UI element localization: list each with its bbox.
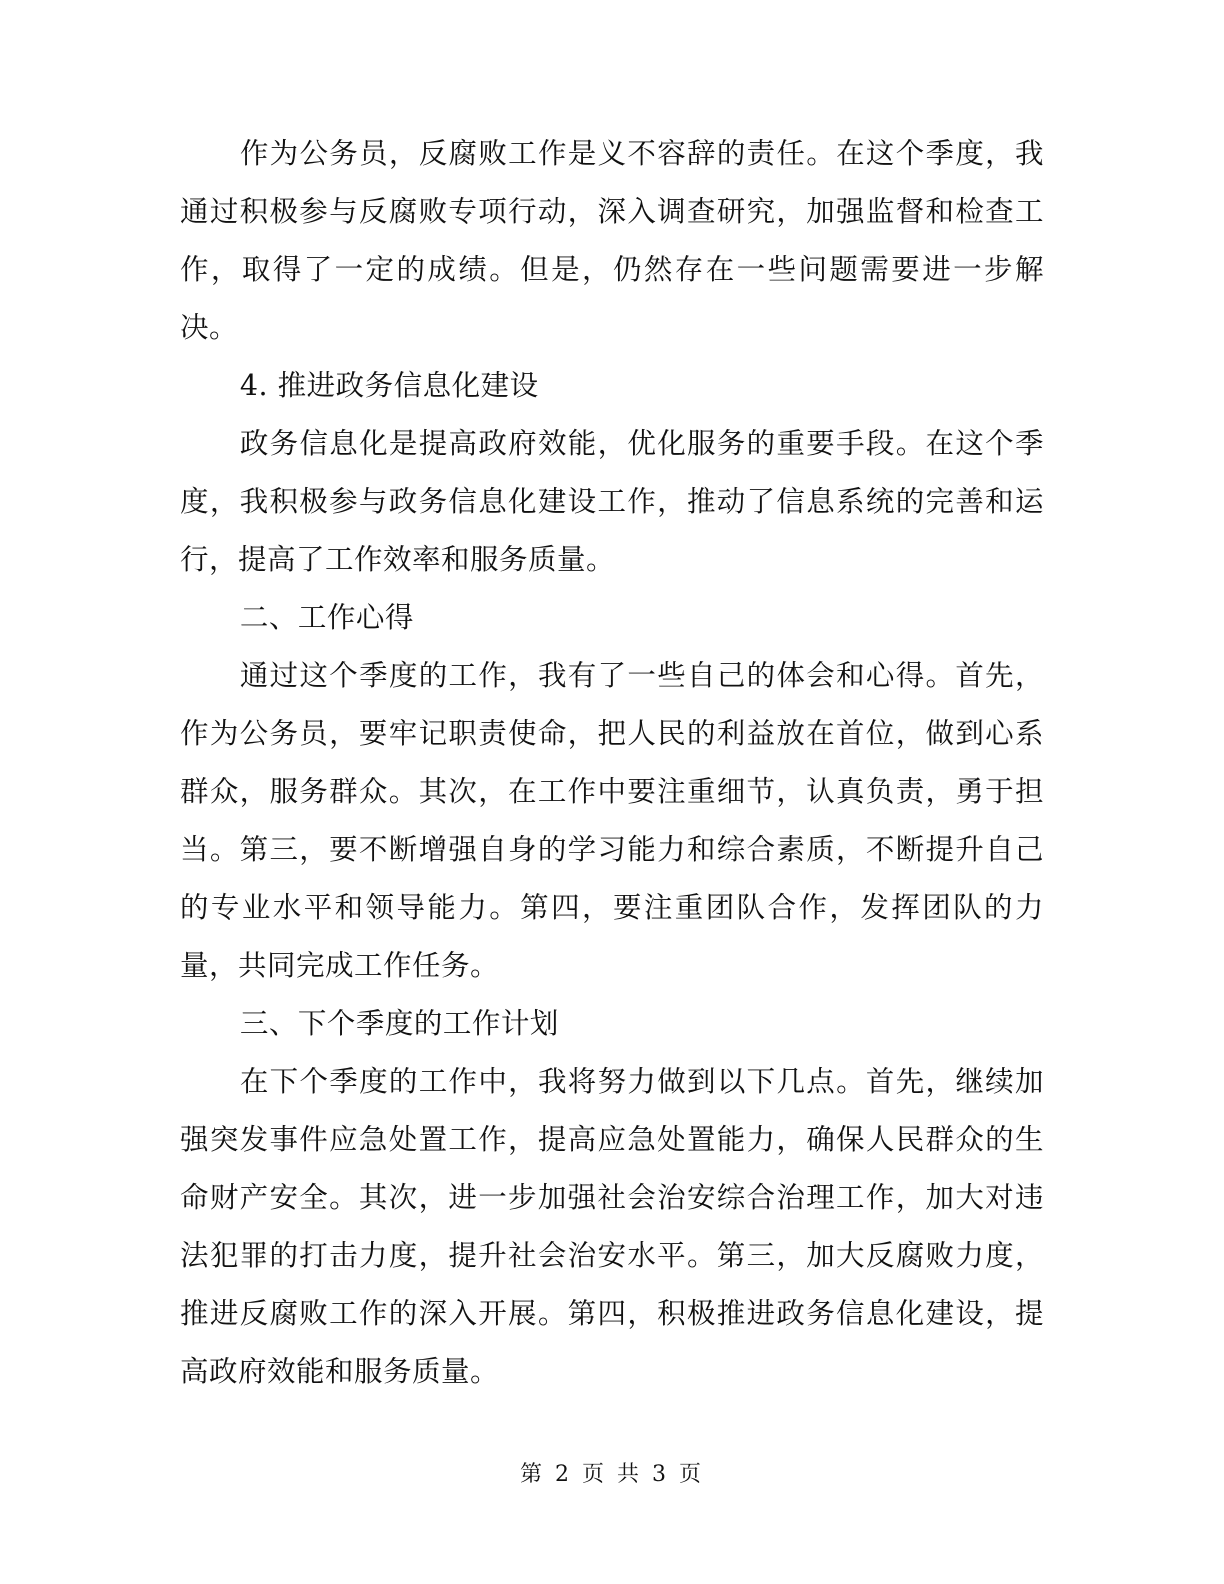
paragraph-egovernment: 政务信息化是提高政府效能，优化服务的重要手段。在这个季度，我积极参与政务信息化建设工作，推动了信息系统的完善和运行，提高了工作效率和服务质量。 [180, 427, 1044, 576]
paragraph-anti-corruption: 作为公务员，反腐败工作是义不容辞的责任。在这个季度，我通过积极参与反腐败专项行动，深入调查研究，加强监督和检查工作，取得了一定的成绩。但是，仍然存在一些问题需要进一步解决。 [180, 137, 1044, 344]
page-footer: 第 2 页 共 3 页 [520, 1462, 704, 1487]
paragraph-work-experience: 通过这个季度的工作，我有了一些自己的体会和心得。首先，作为公务员，要牢记职责使命，把人民的利益放在首位，做到心系群众，服务群众。其次，在工作中要注重细节，认真负责，勇于担当。第三，要不断增强自身的学习能力和综合素质，不断提升自己的专业水平和领导能力。第四，要注重团队合作，发挥团队的力量，共同完成工作任务。 [180, 659, 1044, 982]
heading-work-experience: 二、工作心得 [239, 601, 414, 634]
document-body [180, 125, 1044, 1401]
heading-next-quarter-plan: 三、下个季度的工作计划 [239, 1007, 559, 1040]
paragraph-next-quarter-plan: 在下个季度的工作中，我将努力做到以下几点。首先，继续加强突发事件应急处置工作，提高应急处置能力，确保人民群众的生命财产安全。其次，进一步加强社会治安综合治理工作，加大对违法犯罪的打击力度，提升社会治安水平。第三，加大反腐败力度，推进反腐败工作的深入开展。第四，积极推进政务信息化建设，提高政府效能和服务质量。 [180, 1065, 1044, 1388]
heading-egovernment: 4. 推进政务信息化建设 [239, 369, 539, 402]
